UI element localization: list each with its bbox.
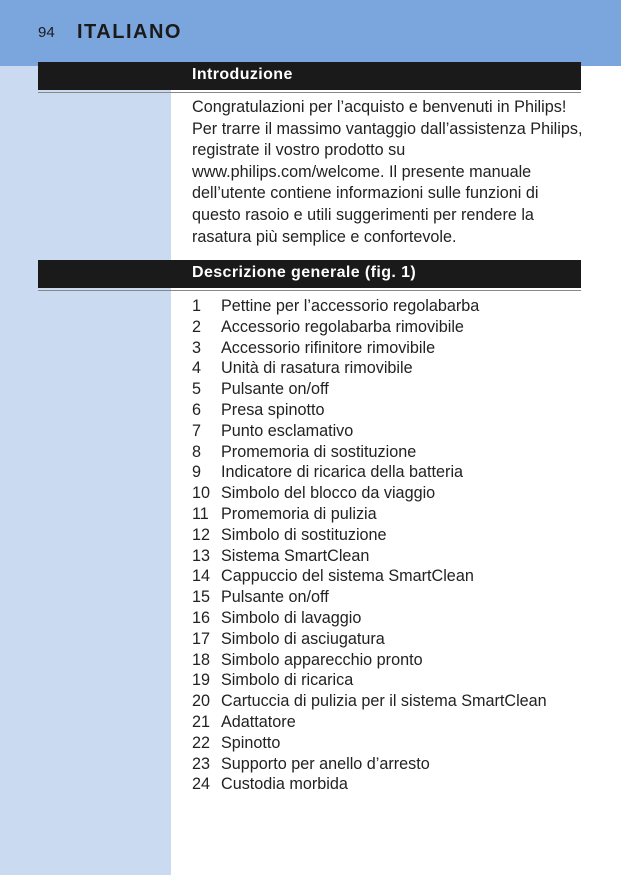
list-item-number: 19 bbox=[192, 671, 211, 690]
list-item-number: 24 bbox=[192, 775, 211, 794]
list-item bbox=[192, 629, 547, 650]
list-item-number: 17 bbox=[192, 629, 211, 648]
section-divider bbox=[38, 290, 581, 291]
list-item-label: Simbolo di lavaggio bbox=[221, 608, 362, 627]
list-item-number: 9 bbox=[192, 463, 202, 482]
list-item-label: Punto esclamativo bbox=[221, 421, 354, 440]
list-item-label: Promemoria di sostituzione bbox=[221, 442, 417, 461]
list-item-label: Simbolo di asciugatura bbox=[221, 629, 385, 648]
list-item-label: Simbolo del blocco da viaggio bbox=[221, 484, 436, 503]
section-title-overview: Descrizione generale (fig. 1) bbox=[192, 264, 417, 281]
list-item-number: 5 bbox=[192, 380, 202, 399]
list-item-number: 12 bbox=[192, 525, 211, 544]
list-item-label: Pulsante on/off bbox=[221, 588, 329, 607]
list-item bbox=[192, 691, 547, 712]
list-item-label: Simbolo di sostituzione bbox=[221, 525, 387, 544]
list-item-number: 22 bbox=[192, 733, 211, 752]
section-title-intro: Introduzione bbox=[192, 66, 293, 83]
list-item bbox=[192, 774, 547, 795]
list-item-number: 2 bbox=[192, 317, 202, 336]
list-item-label: Pulsante on/off bbox=[221, 380, 329, 399]
list-item-number: 16 bbox=[192, 608, 211, 627]
list-item bbox=[192, 358, 547, 379]
list-item-label: Simbolo apparecchio pronto bbox=[221, 650, 423, 669]
list-item bbox=[192, 462, 547, 483]
list-item bbox=[192, 338, 547, 359]
list-item bbox=[192, 483, 547, 504]
list-item bbox=[192, 400, 547, 421]
list-item bbox=[192, 587, 547, 608]
list-item bbox=[192, 421, 547, 442]
list-item-number: 6 bbox=[192, 400, 202, 419]
list-item-number: 14 bbox=[192, 567, 211, 586]
list-item bbox=[192, 712, 547, 733]
list-item bbox=[192, 754, 547, 775]
list-item-number: 4 bbox=[192, 359, 202, 378]
list-item-label: Accessorio regolabarba rimovibile bbox=[221, 317, 464, 336]
list-item bbox=[192, 670, 547, 691]
list-item-label: Adattatore bbox=[221, 712, 296, 731]
list-item-number: 13 bbox=[192, 546, 211, 565]
list-item bbox=[192, 504, 547, 525]
list-item-number: 15 bbox=[192, 588, 211, 607]
list-item-number: 21 bbox=[192, 712, 211, 731]
list-item-label: Sistema SmartClean bbox=[221, 546, 370, 565]
list-item-number: 10 bbox=[192, 484, 211, 503]
intro-paragraph bbox=[192, 97, 584, 248]
header-band bbox=[0, 0, 621, 66]
list-item-label: Promemoria di pulizia bbox=[221, 504, 377, 523]
list-item-number: 20 bbox=[192, 692, 211, 711]
list-item-number: 18 bbox=[192, 650, 211, 669]
list-item-label: Indicatore di ricarica della batteria bbox=[221, 463, 464, 482]
parts-list bbox=[192, 296, 547, 795]
list-item bbox=[192, 608, 547, 629]
list-item-label: Supporto per anello d’arresto bbox=[221, 754, 430, 773]
section-header-introduzione bbox=[38, 62, 581, 90]
list-item bbox=[192, 317, 547, 338]
list-item bbox=[192, 650, 547, 671]
section-divider bbox=[38, 92, 581, 93]
list-item bbox=[192, 525, 547, 546]
section-header-descrizione bbox=[38, 260, 581, 288]
list-item-label: Simbolo di ricarica bbox=[221, 671, 354, 690]
list-item-label: Cappuccio del sistema SmartClean bbox=[221, 567, 474, 586]
list-item-label: Custodia morbida bbox=[221, 775, 348, 794]
list-item-number: 1 bbox=[192, 297, 202, 315]
list-item-label: Presa spinotto bbox=[221, 400, 325, 419]
list-item bbox=[192, 296, 547, 317]
list-item-label: Accessorio rifinitore rimovibile bbox=[221, 338, 436, 357]
list-item-number: 3 bbox=[192, 338, 202, 357]
left-sidebar-band bbox=[0, 0, 171, 875]
list-item-label: Pettine per l’accessorio regolabarba bbox=[221, 297, 480, 315]
list-item bbox=[192, 379, 547, 400]
language-title: ITALIANO bbox=[77, 21, 182, 43]
list-item-label: Spinotto bbox=[221, 733, 281, 752]
intro-text: Congratulazioni per l’acquisto e benvenuti in Philips! Per trarre il massimo vantaggio dall’assistenza Philips, registrate il vostro prodotto su www.philips.com/welcome. Il presente manuale dell’utente contiene informazioni sulle funzioni di questo rasoio e utili suggerimenti per rendere la rasatura più semplice e confortevole. bbox=[192, 98, 583, 246]
list-item bbox=[192, 546, 547, 567]
list-item-label: Unità di rasatura rimovibile bbox=[221, 359, 413, 378]
list-item-number: 11 bbox=[192, 504, 209, 523]
list-item-label: Cartuccia di pulizia per il sistema SmartClean bbox=[221, 692, 547, 711]
list-item-number: 23 bbox=[192, 754, 211, 773]
list-item bbox=[192, 442, 547, 463]
list-item-number: 7 bbox=[192, 421, 202, 440]
list-item bbox=[192, 733, 547, 754]
list-item bbox=[192, 566, 547, 587]
page-number: 94 bbox=[38, 24, 55, 41]
list-item-number: 8 bbox=[192, 442, 202, 461]
